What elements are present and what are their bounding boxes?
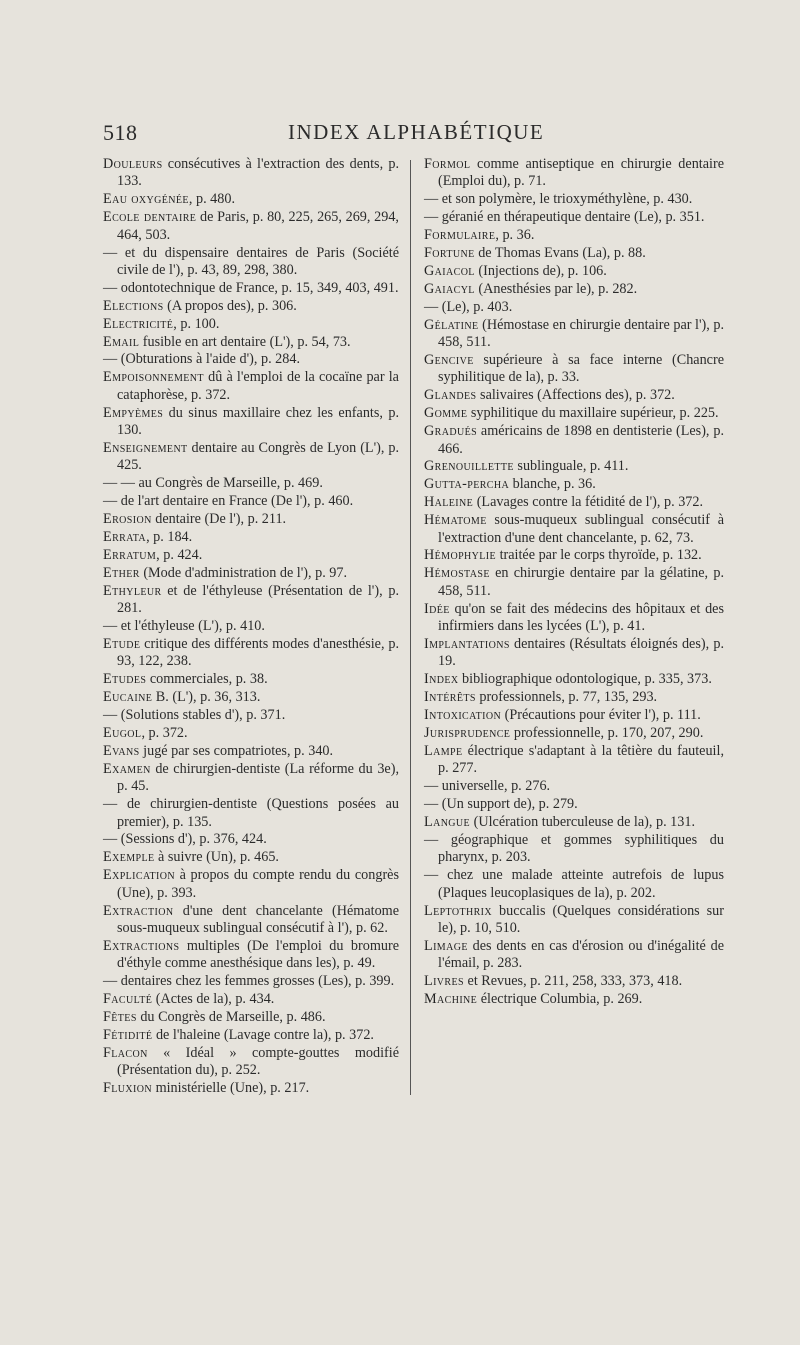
index-reference: traitée par le corps thyroïde, p. 132. [496,547,702,564]
index-reference: de Paris, p. 80, 225, 265, 269, 294, 464, 503. [117,209,399,243]
index-entry [424,725,724,742]
index-keyword: Index [424,671,459,688]
index-entry [103,761,399,796]
index-entry [103,689,399,706]
index-keyword: Machine [424,991,478,1008]
index-reference: , p. 36. [495,227,535,244]
index-keyword: Extraction [103,902,174,919]
index-reference: consécutives à l'extraction des dents, p. 133. [117,156,399,190]
index-reference: supérieure à sa face interne (Chancre syphilitique de la), p. 33. [438,351,724,386]
index-reference: critique des différents modes d'anesthésie, p. 93, 122, 238. [117,635,399,670]
index-keyword: Gomme [424,405,468,422]
index-reference: — et l'éthyleuse (L'), p. 410. [103,618,265,635]
index-entry [424,547,724,564]
index-reference: (Lavages contre la fétidité de l'), p. 372. [473,494,704,511]
index-reference: , p. 424. [156,546,203,563]
index-reference: commerciales, p. 38. [146,671,268,688]
index-entry [424,458,724,475]
index-reference: , p. 184. [146,529,193,546]
index-reference: professionnelle, p. 170, 207, 290. [510,725,704,741]
index-reference: — odontotechnique de France, p. 15, 349, 403, 491. [103,279,399,296]
index-reference: ministérielle (Une), p. 217. [152,1080,310,1097]
index-entry [424,689,724,706]
index-entry [103,1009,399,1026]
index-keyword: Douleurs [103,156,163,172]
index-keyword: Gutta-percha [424,476,510,493]
index-reference: — (Obturations à l'aide d'), p. 284. [103,351,300,368]
index-entry [103,583,399,618]
index-keyword: Fétidité [103,1026,153,1043]
index-entry [424,707,724,724]
index-keyword: Elections [103,297,164,314]
index-reference: blanche, p. 36. [509,476,596,493]
index-entry [424,973,724,990]
index-entry [103,743,399,760]
index-entry [424,814,724,831]
index-entry [424,671,724,688]
index-keyword: Intérêts [424,689,476,706]
index-entry [103,671,399,688]
index-entry [103,298,399,315]
index-keyword: Idée [424,600,450,617]
index-keyword: Hémostase [424,565,490,582]
index-entry [103,156,399,191]
index-reference: des dents en cas d'érosion ou d'inégalité de l'émail, p. 283. [438,937,724,972]
index-entry [103,369,399,404]
index-entry [424,796,724,813]
index-keyword: Extractions [103,937,180,954]
index-keyword: Flacon [103,1044,148,1061]
index-keyword: Erratum [103,546,157,563]
index-keyword: Haleine [424,494,474,511]
index-entry [424,245,724,262]
index-entry [424,512,724,547]
index-reference: de Thomas Evans (La), p. 88. [474,245,646,262]
index-keyword: Ether [103,564,140,581]
index-keyword: Ecole dentaire [103,209,197,226]
index-reference: à propos du compte rendu du congrès (Une), p. 393. [117,867,399,901]
index-entry [424,494,724,511]
index-reference: de l'haleine (Lavage contre la), p. 372. [152,1026,374,1043]
index-reference: B. (L'), p. 36, 313. [152,689,261,706]
index-entry [424,405,724,422]
index-reference: — — au Congrès de Marseille, p. 469. [103,475,323,492]
index-keyword: Eau oxygénée [103,191,189,208]
index-reference: — (Le), p. 403. [424,298,513,315]
index-entry [103,440,399,475]
index-keyword: Fortune [424,245,475,262]
index-entry [424,601,724,636]
index-reference: (Injections de), p. 106. [474,262,607,279]
index-entry [424,778,724,795]
index-reference: (A propos des), p. 306. [163,297,297,314]
index-entry [424,209,724,226]
index-keyword: Hématome [424,512,487,529]
index-entry [424,991,724,1008]
index-entry [103,565,399,582]
left-index-column [103,156,399,1098]
index-entry [103,547,399,564]
index-entry [424,317,724,352]
index-reference: — chez une malade atteinte autrefois de lupus (Plaques leucoplasiques de la), p. 202. [424,867,724,901]
index-entry [424,352,724,387]
index-entry [424,832,724,867]
index-keyword: Faculté [103,991,153,1008]
index-keyword: Livres [424,973,464,990]
index-keyword: Gaiacol [424,262,475,279]
index-reference: de chirurgien-dentiste (La réforme du 3e), p. 45. [117,760,399,795]
index-entry [103,511,399,528]
index-entry [424,565,724,600]
index-entry [424,299,724,316]
index-reference: en chirurgie dentaire par la gélatine, p. 458, 511. [438,565,724,599]
index-entry [103,529,399,546]
index-keyword: Intoxication [424,707,502,724]
index-entry [103,973,399,990]
index-reference: qu'on se fait des médecins des hôpitaux et des infirmiers dans les lycées (L'), p. 41. [438,600,724,635]
index-keyword: Explication [103,867,175,884]
index-entry [103,903,399,938]
index-entry [424,227,724,244]
index-entry [424,743,724,778]
index-keyword: Eugol [103,725,142,741]
index-reference: salivaires (Affections des), p. 372. [476,387,675,404]
index-entry [103,831,399,848]
index-entry [424,263,724,280]
index-entry [424,867,724,902]
index-keyword: Leptothrix [424,902,493,919]
index-reference: — (Sessions d'), p. 376, 424. [103,831,267,848]
index-entry [424,191,724,208]
index-entry [103,1045,399,1080]
index-reference: — (Un support de), p. 279. [424,796,578,813]
index-reference: électrique Columbia, p. 269. [477,991,643,1008]
index-reference: , p. 100. [173,315,220,332]
index-entry [103,316,399,333]
index-entry [103,1080,399,1097]
index-entry [103,280,399,297]
index-entry [424,476,724,493]
index-keyword: Formol [424,156,471,172]
index-reference: d'une dent chancelante (Hématome sous-muqueux sublingual consécutif à l'), p. 62. [117,902,399,936]
index-keyword: Empoisonnement [103,369,204,386]
index-reference: multiples (De l'emploi du bromure d'éthyle comme anesthésique dans les), p. 49. [117,937,399,972]
index-keyword: Implantations [424,635,510,652]
index-keyword: Hémophylie [424,547,497,564]
index-keyword: Electricité [103,315,174,332]
index-entry [424,387,724,404]
index-keyword: Gencive [424,351,474,368]
index-entry [103,867,399,902]
index-reference: — de l'art dentaire en France (De l'), p. 460. [103,493,354,510]
index-keyword: Etudes [103,671,147,688]
index-keyword: Empyèmes [103,404,164,421]
index-entry [103,796,399,831]
index-reference: dû à l'emploi de la cocaïne par la cataphorèse, p. 372. [117,369,399,403]
index-reference: du Congrès de Marseille, p. 486. [136,1009,326,1025]
index-keyword: Grenouillette [424,458,514,475]
page-header [103,118,693,158]
index-reference: — et son polymère, le trioxyméthylène, p. 430. [424,191,693,208]
index-entry [424,636,724,671]
index-keyword: Gélatine [424,316,479,333]
index-reference: (Mode d'administration de l'), p. 97. [139,564,348,581]
index-keyword: Fêtes [103,1009,137,1025]
index-keyword: Eucaine [103,689,153,706]
index-keyword: Evans [103,742,140,759]
index-reference: buccalis (Quelques considérations sur le), p. 10, 510. [438,902,724,936]
index-keyword: Enseignement [103,440,188,456]
index-reference: jugé par ses compatriotes, p. 340. [139,742,334,759]
index-entry [103,618,399,635]
index-reference: (Précautions pour éviter l'), p. 111. [501,707,701,724]
index-reference: dentaire au Congrès de Lyon (L'), p. 425. [117,440,399,474]
index-reference: — de chirurgien-dentiste (Questions posées au premier), p. 135. [103,796,399,830]
index-entry [103,1027,399,1044]
index-keyword: Langue [424,814,471,831]
index-reference: « Idéal » compte-gouttes modifié (Présentation du), p. 252. [117,1044,399,1079]
index-entry [103,493,399,510]
index-reference: sublinguale, p. 411. [513,458,629,475]
index-entry [103,938,399,973]
index-reference: (Actes de la), p. 434. [152,991,275,1008]
index-keyword: Etude [103,635,141,652]
index-reference: dentaire (De l'), p. 211. [151,511,287,528]
index-keyword: Formulaire [424,227,496,244]
index-reference: syphilitique du maxillaire supérieur, p. 225. [467,405,719,422]
index-reference: et de l'éthyleuse (Présentation de l'), p. 281. [117,582,399,617]
index-entry [424,281,724,298]
index-reference: à suivre (Un), p. 465. [154,849,279,866]
index-keyword: Ethyleur [103,582,162,599]
index-entry [103,245,399,280]
index-entry [103,725,399,742]
index-entry [103,636,399,671]
index-entry [424,938,724,973]
running-title: INDEX ALPHABÉTIQUE [288,120,545,144]
index-keyword: Glandes [424,387,477,404]
index-entry [103,405,399,440]
index-reference: comme antiseptique en chirurgie dentaire (Emploi du), p. 71. [438,156,724,190]
index-keyword: Email [103,333,140,350]
index-reference: (Ulcération tuberculeuse de la), p. 131. [470,814,696,831]
index-keyword: Gaiacyl [424,280,475,297]
index-reference: professionnels, p. 77, 135, 293. [475,689,658,706]
index-reference: et Revues, p. 211, 258, 333, 373, 418. [463,973,683,990]
index-reference: — et du dispensaire dentaires de Paris (Société civile de l'), p. 43, 89, 298, 380. [103,244,399,278]
index-reference: — (Solutions stables d'), p. 371. [103,707,286,724]
index-entry [424,903,724,938]
page-number: 518 [103,120,138,145]
index-entry [424,423,724,458]
index-entry [103,475,399,492]
index-reference: américains de 1898 en dentisterie (Les), p. 466. [438,423,724,457]
index-entry [424,156,724,191]
index-reference: , p. 480. [188,191,235,208]
index-keyword: Exemple [103,849,155,866]
index-entry [103,334,399,351]
index-keyword: Fluxion [103,1080,153,1097]
index-reference: — dentaires chez les femmes grosses (Les), p. 399. [103,973,395,990]
index-reference: bibliographique odontologique, p. 335, 373. [458,671,712,688]
index-reference: — géranié en thérapeutique dentaire (Le), p. 351. [424,209,705,226]
index-entry [103,191,399,208]
index-reference: sous-muqueux sublingual consécutif à l'extraction d'une dent chancelante, p. 62, 73. [438,512,724,546]
index-reference: — géographique et gommes syphilitiques du pharynx, p. 203. [424,831,724,866]
index-entry [103,209,399,244]
index-entry [103,991,399,1008]
index-reference: , p. 372. [141,725,188,741]
index-reference: fusible en art dentaire (L'), p. 54, 73. [139,333,351,350]
index-entry [103,707,399,724]
index-keyword: Jurisprudence [424,725,511,741]
index-keyword: Examen [103,760,151,777]
index-keyword: Lampe [424,742,463,759]
index-keyword: Gradués [424,423,478,440]
right-index-column [424,156,724,1009]
index-reference: (Hémostase en chirurgie dentaire par l'), p. 458, 511. [438,316,724,351]
index-reference: (Anesthésies par le), p. 282. [474,280,638,297]
index-reference: dentaires (Résultats éloignés des), p. 19. [438,635,724,670]
index-keyword: Limage [424,937,468,954]
index-keyword: Erosion [103,511,152,528]
index-reference: électrique s'adaptant à la têtière du fauteuil, p. 277. [438,742,724,777]
index-entry [103,351,399,368]
index-keyword: Errata [103,529,147,546]
index-reference: du sinus maxillaire chez les enfants, p. 130. [117,404,399,439]
column-divider [410,160,411,1095]
index-entry [103,849,399,866]
index-reference: — universelle, p. 276. [424,778,551,795]
